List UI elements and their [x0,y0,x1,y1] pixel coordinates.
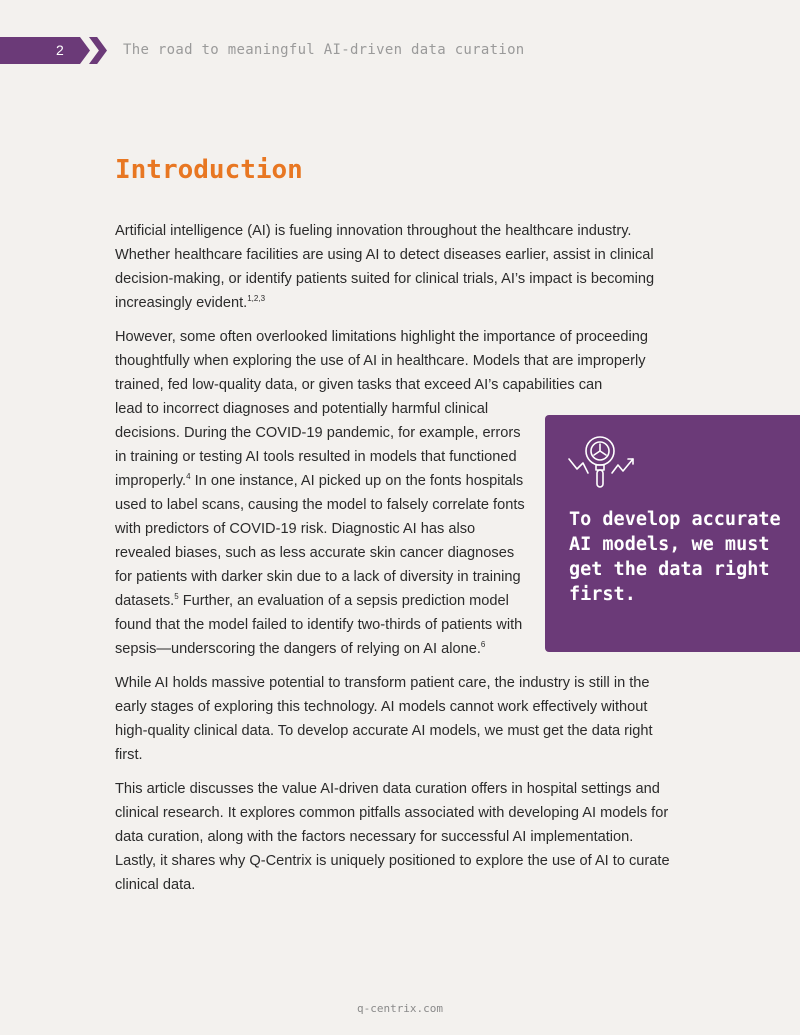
magnifier-chart-icon [567,435,637,502]
paragraph-2-text-c: Further, an evaluation of a sepsis prediction model found that the model failed to identify two-thirds of patients with sepsis—underscoring the dangers of relying on AI alone. [115,593,523,657]
footnote-ref: 6 [480,640,486,650]
footnote-ref: 1,2,3 [247,294,266,304]
paragraph-4: This article discusses the value AI-driven data curation offers in hospital settings and clinical research. It explores common pitfalls associated with developing AI models for data curation, along with the factors necessary for successful AI implementation. Lastly, it shares why Q-Centrix is uniquely positioned to explore the use of AI to curate clinical data. [115,781,670,893]
chevron-right-icon [89,37,107,64]
footer-url[interactable]: q-centrix.com [356,1002,444,1015]
running-header-title: The road to meaningful AI-driven data curation [123,42,525,58]
footnote-ref: 4 [186,472,191,482]
section-title: Introduction [115,155,303,185]
paragraph-2-text-a: lead to incorrect diagnoses and potentially harmful clinical decisions. During the COVID-19 pandemic, for example, errors in training or testing AI tools resulted in models that functioned improperly. [115,401,521,489]
paragraph-3: While AI holds massive potential to transform patient care, the industry is still in the early stages of exploring this technology. AI models cannot work effectively without high-quality clinical data. To develop accurate AI models, we must get the data right first. [115,675,653,763]
paragraph-1-text: Artificial intelligence (AI) is fueling innovation throughout the healthcare industry. Whether healthcare facilities are using AI to detect diseases earlier, assist in clinical decision-making, or identify patients suited for clinical trials, AI’s impact is becoming increasingly evident. [115,223,655,311]
pull-quote-text: To develop accurate AI models, we must get the data right first. [569,509,781,605]
paragraph-2-wrapped [115,397,535,661]
page-number: 2 [56,42,64,58]
footnote-ref: 5 [174,592,179,602]
paragraph-2-text-b: In one instance, AI picked up on the fonts hospitals used to label scans, causing the model to falsely correlate fonts with predictors of COVID-19 risk. Diagnostic AI has also revealed biases, such as less accurate skin cancer diagnoses for patients with darker skin due to a lack of diversity in training datasets. [115,473,525,609]
page-number-tab [0,37,90,64]
pull-quote-callout [545,415,800,652]
paragraph-2-intro: However, some often overlooked limitations highlight the importance of proceeding thoughtfully when exploring the use of AI in healthcare. Models that are improperly trained, fed low-quality data, or given tasks that exceed AI’s capabilities can [115,329,648,393]
paragraph-1 [115,219,675,315]
